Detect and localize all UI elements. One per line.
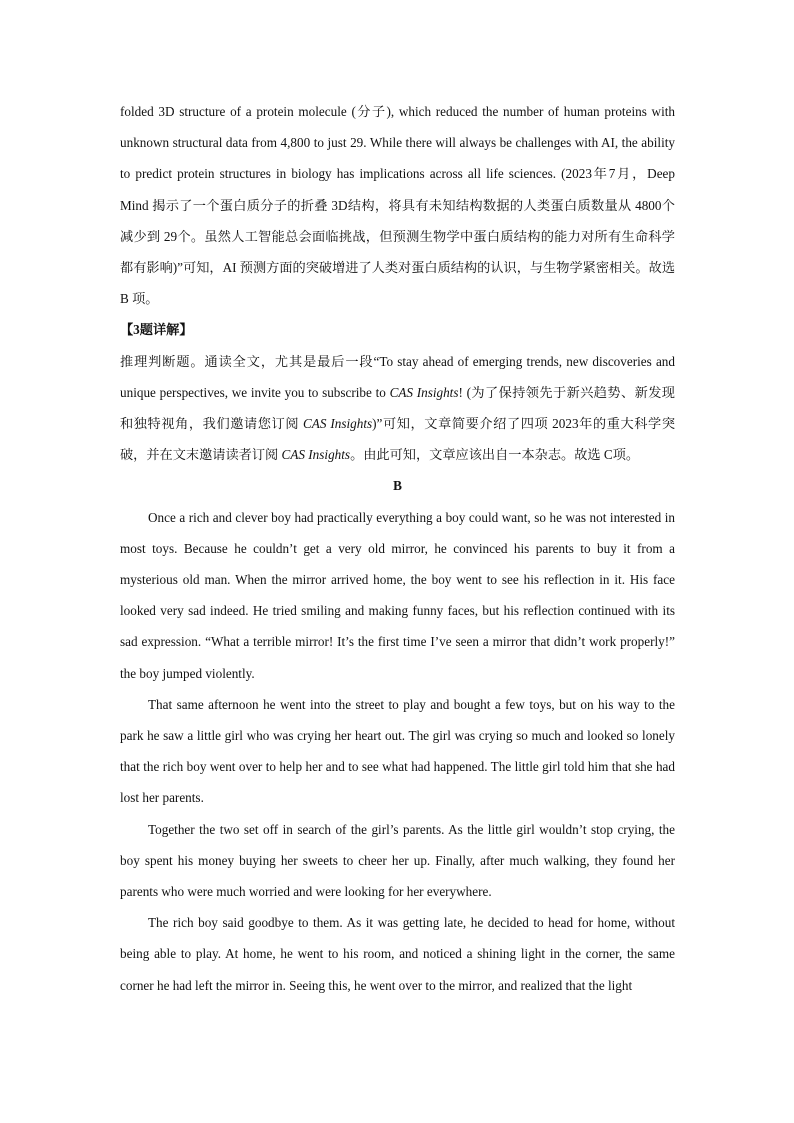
q3-text-b: ! (为了保持领先于新兴趋势、新发现和独特视角，我们邀请您订阅 [120,384,675,432]
q3-text-a: 推理判断题。通读全文，尤其是最后一段“To stay ahead of emerging trends, new discoveries and unique perspectives, we invite you to subscribe to [120,353,675,400]
question-3-heading: 【3题详解】 [120,322,193,338]
q3-text-c: )”可知，文章简要介绍了四项 2023年的重大科学突破，并在文末邀请读者订阅 [120,416,676,463]
q3-italic-2: CAS Insights [303,416,373,432]
q3-italic-1: CAS Insights [389,384,459,400]
q3-italic-3: CAS Insights [281,447,351,463]
passage-paragraph-2: That same afternoon he went into the street to play and bought a few toys, but on his way to the park he saw a little girl who was crying her heart out. The girl was crying so much and looked so lonely that the rich boy went over to help her and to see what had happened. The little girl told him that she had lost her parents. [120,696,675,806]
q3-text-d: 。由此可知，文章应该出自一本杂志。故选 C项。 [350,447,640,463]
section-b-label: B [393,478,402,494]
passage-paragraph-4: The rich boy said goodbye to them. As it was getting late, he decided to head for home, without being able to play. At home, he went to his room, and noticed a shining light in the corner, the same corner he had left the mirror in. Seeing this, he went over to the mirror, and realized that the light [120,915,675,993]
passage-paragraph-3: Together the two set off in search of the girl’s parents. As the little girl wouldn’t stop crying, the boy spent his money buying her sweets to cheer her up. Finally, after much walking, they found her parents who were much worried and were looking for her everywhere. [120,821,675,900]
document-page [120,96,675,1001]
passage-paragraph-1: Once a rich and clever boy had practically everything a boy could want, so he was not interested in most toys. Because he couldn’t get a very old mirror, he convinced his parents to buy it from a mysterious old man. When the mirror arrived home, the boy went to see his reflection in it. His face looked very sad indeed. He tried smiling and making funny faces, but his reflection continued with its sad expression. “What a terrible mirror! It’s the first time I’ve seen a mirror that didn’t work properly!” the boy jumped violently. [120,509,675,681]
answer-2-explanation: folded 3D structure of a protein molecule (分子), which reduced the number of human proteins with unknown structural data from 4,800 to just 29. While there will always be challenges with AI, the ability to predict protein structures in biology has implications across all life sciences. (2023年7月，Deep Mind 揭示了一个蛋白质分子的折叠 3D结构，将具有未知结构数据的人类蛋白质数量从 4800个减少到 29个。虽然人工智能总会面临挑战，但预测生物学中蛋白质结构的能力对所有生命科学都有影响)”可知，AI 预测方面的突破增进了人类对蛋白质结构的认识，与生物学紧密相关。故选 B 项。 [120,104,675,307]
question-3-explanation [120,346,675,471]
